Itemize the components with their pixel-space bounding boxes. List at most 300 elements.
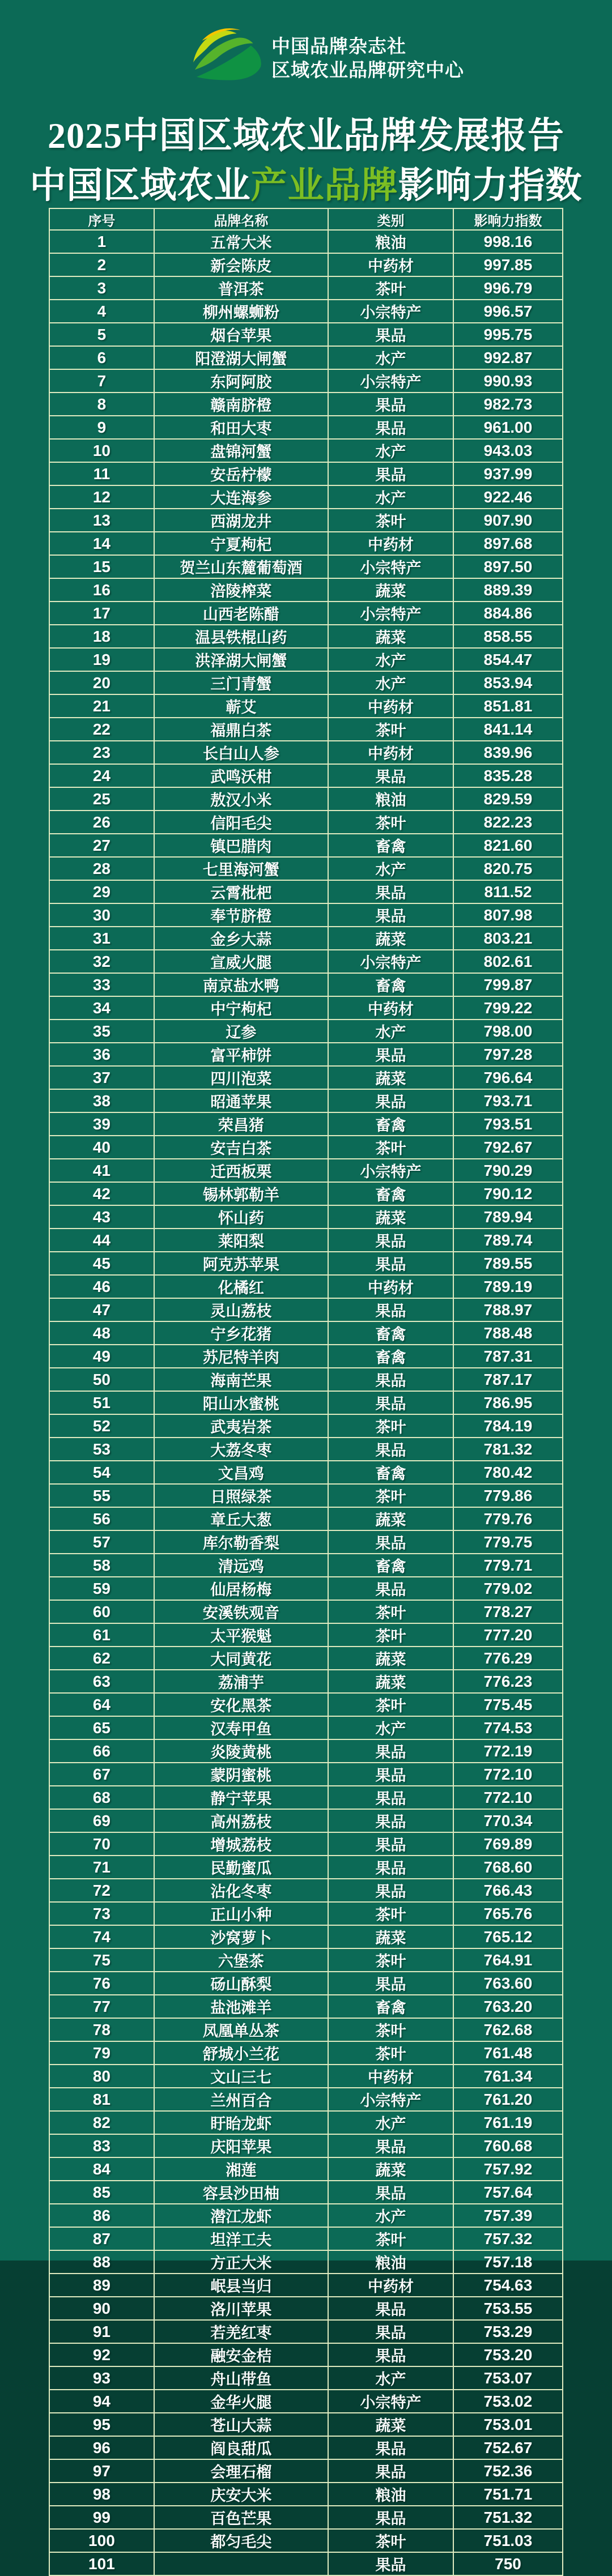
brand-name-cell: 庆阳苹果 xyxy=(155,2135,329,2158)
score-cell: 841.14 xyxy=(454,718,563,741)
category-cell: 果品 xyxy=(329,463,454,486)
category-cell: 果品 xyxy=(329,2460,454,2483)
rank-cell: 72 xyxy=(50,1879,155,1903)
brand-name-cell: 苏尼特羊肉 xyxy=(155,1345,329,1368)
score-cell: 779.76 xyxy=(454,1508,563,1531)
rank-cell: 11 xyxy=(50,463,155,486)
brand-name-cell: 敖汉小米 xyxy=(155,788,329,811)
score-cell: 789.94 xyxy=(454,1206,563,1229)
score-cell: 765.12 xyxy=(454,1926,563,1949)
category-cell: 茶叶 xyxy=(329,1949,454,1972)
table-row xyxy=(50,1159,563,1183)
score-cell: 811.52 xyxy=(454,881,563,904)
score-cell: 757.64 xyxy=(454,2181,563,2204)
category-cell: 小宗特产 xyxy=(329,1159,454,1183)
rank-cell: 50 xyxy=(50,1368,155,1392)
table-row xyxy=(50,2088,563,2112)
brand-name-cell: 化橘红 xyxy=(155,1276,329,1299)
table-row xyxy=(50,1670,563,1694)
rank-cell: 16 xyxy=(50,579,155,602)
category-cell: 蔬菜 xyxy=(329,2158,454,2181)
brand-name-cell: 烟台苹果 xyxy=(155,323,329,347)
table-row xyxy=(50,1810,563,1833)
score-cell: 992.87 xyxy=(454,347,563,370)
score-cell: 774.53 xyxy=(454,1717,563,1740)
rank-cell: 27 xyxy=(50,834,155,858)
ranking-table xyxy=(49,208,563,2576)
category-cell: 蔬菜 xyxy=(329,579,454,602)
category-cell: 畜禽 xyxy=(329,974,454,997)
rank-cell: 53 xyxy=(50,1438,155,1461)
rank-cell: 66 xyxy=(50,1740,155,1763)
rank-cell: 56 xyxy=(50,1508,155,1531)
rank-cell: 38 xyxy=(50,1090,155,1113)
score-cell: 790.29 xyxy=(454,1159,563,1183)
table-row xyxy=(50,556,563,579)
brand-name-cell: 五常大米 xyxy=(155,231,329,254)
score-cell: 779.75 xyxy=(454,1531,563,1554)
score-cell: 757.18 xyxy=(454,2251,563,2274)
category-cell: 果品 xyxy=(329,2297,454,2321)
score-cell: 751.03 xyxy=(454,2530,563,2553)
rank-cell: 3 xyxy=(50,277,155,300)
brand-name-cell: 大荔冬枣 xyxy=(155,1438,329,1461)
rank-cell: 33 xyxy=(50,974,155,997)
category-cell: 畜禽 xyxy=(329,1322,454,1345)
score-cell: 751.32 xyxy=(454,2506,563,2530)
brand-name-cell: 长白山人参 xyxy=(155,741,329,765)
category-cell: 果品 xyxy=(329,2437,454,2460)
score-cell: 762.68 xyxy=(454,2019,563,2042)
category-cell: 茶叶 xyxy=(329,1415,454,1438)
table-row xyxy=(50,1252,563,1276)
brand-logo xyxy=(193,25,265,84)
category-cell: 中药材 xyxy=(329,532,454,556)
table-row xyxy=(50,1856,563,1879)
score-cell: 990.93 xyxy=(454,370,563,393)
column-header-category: 类别 xyxy=(329,209,454,231)
brand-name-cell: 炎陵黄桃 xyxy=(155,1740,329,1763)
score-cell: 797.28 xyxy=(454,1043,563,1067)
rank-cell: 85 xyxy=(50,2181,155,2204)
brand-name-cell: 武鸣沃柑 xyxy=(155,765,329,788)
column-header-rank: 序号 xyxy=(50,209,155,231)
brand-name-cell: 静宁苹果 xyxy=(155,1786,329,1810)
brand-name-cell: 荣昌猪 xyxy=(155,1113,329,1136)
score-cell: 789.19 xyxy=(454,1276,563,1299)
category-cell: 果品 xyxy=(329,1763,454,1786)
table-row xyxy=(50,1229,563,1252)
brand-name-cell: 三门青蟹 xyxy=(155,672,329,695)
brand-name-cell: 盘锦河蟹 xyxy=(155,440,329,463)
score-cell: 788.48 xyxy=(454,1322,563,1345)
rank-cell: 13 xyxy=(50,509,155,532)
score-cell: 763.60 xyxy=(454,1972,563,1995)
table-row xyxy=(50,1995,563,2019)
rank-cell: 15 xyxy=(50,556,155,579)
category-cell: 中药材 xyxy=(329,254,454,277)
rank-cell: 17 xyxy=(50,602,155,625)
brand-name-cell: 金乡大蒜 xyxy=(155,927,329,950)
category-cell: 蔬菜 xyxy=(329,1206,454,1229)
rank-cell: 86 xyxy=(50,2204,155,2228)
rank-cell: 54 xyxy=(50,1461,155,1485)
category-cell: 茶叶 xyxy=(329,1601,454,1624)
brand-name-cell: 山西老陈醋 xyxy=(155,602,329,625)
brand-name-cell: 增城荔枝 xyxy=(155,1833,329,1856)
table-row xyxy=(50,300,563,323)
category-cell: 中药材 xyxy=(329,695,454,718)
brand-name-cell: 安溪铁观音 xyxy=(155,1601,329,1624)
score-cell: 789.74 xyxy=(454,1229,563,1252)
rank-cell: 40 xyxy=(50,1136,155,1159)
score-cell: 822.23 xyxy=(454,811,563,834)
score-cell: 799.87 xyxy=(454,974,563,997)
brand-name-cell: 坦洋工夫 xyxy=(155,2228,329,2251)
category-cell: 中药材 xyxy=(329,2065,454,2088)
table-row xyxy=(50,2367,563,2390)
brand-name-cell: 大同黄花 xyxy=(155,1647,329,1670)
brand-name-cell: 湘莲 xyxy=(155,2158,329,2181)
table-row xyxy=(50,1740,563,1763)
report-title: 2025中国区域农业品牌发展报告 xyxy=(48,116,564,156)
brand-name-cell xyxy=(155,2553,329,2576)
rank-cell: 14 xyxy=(50,532,155,556)
rank-cell: 87 xyxy=(50,2228,155,2251)
category-cell: 水产 xyxy=(329,2367,454,2390)
table-row xyxy=(50,1554,563,1577)
table-row xyxy=(50,579,563,602)
rank-cell: 83 xyxy=(50,2135,155,2158)
rank-cell: 51 xyxy=(50,1392,155,1415)
table-row xyxy=(50,532,563,556)
rank-cell: 68 xyxy=(50,1786,155,1810)
rank-cell: 24 xyxy=(50,765,155,788)
rank-cell: 95 xyxy=(50,2413,155,2437)
category-cell: 畜禽 xyxy=(329,834,454,858)
score-cell: 854.47 xyxy=(454,649,563,672)
category-cell: 水产 xyxy=(329,2204,454,2228)
table-row xyxy=(50,231,563,254)
table-row xyxy=(50,2483,563,2506)
table-row xyxy=(50,486,563,509)
rank-cell: 29 xyxy=(50,881,155,904)
rank-cell: 41 xyxy=(50,1159,155,1183)
category-cell: 果品 xyxy=(329,1090,454,1113)
table-row xyxy=(50,695,563,718)
brand-name-cell: 都匀毛尖 xyxy=(155,2530,329,2553)
table-row xyxy=(50,765,563,788)
table-header-row xyxy=(50,209,563,231)
score-cell: 807.98 xyxy=(454,904,563,927)
rank-cell: 44 xyxy=(50,1229,155,1252)
score-cell: 790.12 xyxy=(454,1183,563,1206)
rank-cell: 67 xyxy=(50,1763,155,1786)
rank-cell: 96 xyxy=(50,2437,155,2460)
rank-cell: 74 xyxy=(50,1926,155,1949)
table-row xyxy=(50,463,563,486)
score-cell: 995.75 xyxy=(454,323,563,347)
score-cell: 787.31 xyxy=(454,1345,563,1368)
table-row xyxy=(50,974,563,997)
table-row xyxy=(50,741,563,765)
brand-name-cell: 安吉白茶 xyxy=(155,1136,329,1159)
table-row xyxy=(50,1577,563,1601)
rank-cell: 69 xyxy=(50,1810,155,1833)
score-cell: 761.48 xyxy=(454,2042,563,2065)
rank-cell: 25 xyxy=(50,788,155,811)
rank-cell: 99 xyxy=(50,2506,155,2530)
score-cell: 788.97 xyxy=(454,1299,563,1322)
score-cell: 778.27 xyxy=(454,1601,563,1624)
table-row xyxy=(50,1368,563,1392)
table-row xyxy=(50,2344,563,2367)
category-cell: 果品 xyxy=(329,1252,454,1276)
brand-name-cell: 普洱茶 xyxy=(155,277,329,300)
brand-name-cell: 涪陵榨菜 xyxy=(155,579,329,602)
table-row xyxy=(50,997,563,1020)
category-cell: 小宗特产 xyxy=(329,2390,454,2413)
table-row xyxy=(50,2135,563,2158)
brand-name-cell: 沾化冬枣 xyxy=(155,1879,329,1903)
brand-name-cell: 庆安大米 xyxy=(155,2483,329,2506)
score-cell: 835.28 xyxy=(454,765,563,788)
brand-name-cell: 日照绿茶 xyxy=(155,1485,329,1508)
score-cell: 779.86 xyxy=(454,1485,563,1508)
score-cell: 889.39 xyxy=(454,579,563,602)
score-cell: 766.43 xyxy=(454,1879,563,1903)
table-row xyxy=(50,2112,563,2135)
rank-cell: 2 xyxy=(50,254,155,277)
score-cell: 761.19 xyxy=(454,2112,563,2135)
brand-name-cell: 西湖龙井 xyxy=(155,509,329,532)
brand-name-cell: 信阳毛尖 xyxy=(155,811,329,834)
brand-name-cell: 蒙阴蜜桃 xyxy=(155,1763,329,1786)
table-row xyxy=(50,2506,563,2530)
rank-cell: 47 xyxy=(50,1299,155,1322)
category-cell: 茶叶 xyxy=(329,2019,454,2042)
rank-cell: 62 xyxy=(50,1647,155,1670)
category-cell: 果品 xyxy=(329,323,454,347)
rank-cell: 97 xyxy=(50,2460,155,2483)
rank-cell: 64 xyxy=(50,1694,155,1717)
rank-cell: 28 xyxy=(50,858,155,881)
table-row xyxy=(50,1043,563,1067)
brand-name-cell: 七里海河蟹 xyxy=(155,858,329,881)
brand-name-cell: 会理石榴 xyxy=(155,2460,329,2483)
rank-cell: 8 xyxy=(50,393,155,416)
brand-name-cell: 宁乡花猪 xyxy=(155,1322,329,1345)
rank-cell: 31 xyxy=(50,927,155,950)
brand-name-cell: 四川泡菜 xyxy=(155,1067,329,1090)
score-cell: 802.61 xyxy=(454,950,563,974)
table-row xyxy=(50,2228,563,2251)
category-cell: 果品 xyxy=(329,904,454,927)
rank-cell: 73 xyxy=(50,1903,155,1926)
category-cell: 果品 xyxy=(329,2344,454,2367)
score-cell: 768.60 xyxy=(454,1856,563,1879)
category-cell: 水产 xyxy=(329,649,454,672)
brand-name-cell: 正山小种 xyxy=(155,1903,329,1926)
score-cell: 751.71 xyxy=(454,2483,563,2506)
brand-name-cell: 洪泽湖大闸蟹 xyxy=(155,649,329,672)
brand-name-cell: 武夷岩茶 xyxy=(155,1415,329,1438)
brand-name-cell: 砀山酥梨 xyxy=(155,1972,329,1995)
score-cell: 943.03 xyxy=(454,440,563,463)
table-row xyxy=(50,1624,563,1647)
table-row xyxy=(50,2019,563,2042)
score-cell: 786.95 xyxy=(454,1392,563,1415)
score-cell: 792.67 xyxy=(454,1136,563,1159)
table-row xyxy=(50,1299,563,1322)
category-cell: 水产 xyxy=(329,858,454,881)
score-cell: 753.02 xyxy=(454,2390,563,2413)
brand-name-cell: 锡林郭勒羊 xyxy=(155,1183,329,1206)
category-cell: 茶叶 xyxy=(329,509,454,532)
rank-cell: 90 xyxy=(50,2297,155,2321)
rank-cell: 88 xyxy=(50,2251,155,2274)
brand-name-cell: 柳州螺蛳粉 xyxy=(155,300,329,323)
table-row xyxy=(50,2158,563,2181)
table-row xyxy=(50,1531,563,1554)
table-row xyxy=(50,2460,563,2483)
table-row xyxy=(50,1647,563,1670)
table-row xyxy=(50,1113,563,1136)
rank-cell: 71 xyxy=(50,1856,155,1879)
brand-name-cell: 舟山带鱼 xyxy=(155,2367,329,2390)
brand-name-cell: 金华火腿 xyxy=(155,2390,329,2413)
brand-name-cell: 大连海参 xyxy=(155,486,329,509)
brand-name-cell: 南京盐水鸭 xyxy=(155,974,329,997)
score-cell: 821.60 xyxy=(454,834,563,858)
rank-cell: 39 xyxy=(50,1113,155,1136)
brand-name-cell: 六堡茶 xyxy=(155,1949,329,1972)
index-title-suffix: 影响力指数 xyxy=(398,165,583,206)
category-cell: 小宗特产 xyxy=(329,2088,454,2112)
score-cell: 750 xyxy=(454,2553,563,2576)
table-row xyxy=(50,1392,563,1415)
score-cell: 907.90 xyxy=(454,509,563,532)
rank-cell: 12 xyxy=(50,486,155,509)
brand-name-cell: 百色芒果 xyxy=(155,2506,329,2530)
table-row xyxy=(50,1461,563,1485)
table-row xyxy=(50,811,563,834)
table-row xyxy=(50,881,563,904)
category-cell: 水产 xyxy=(329,440,454,463)
score-cell: 839.96 xyxy=(454,741,563,765)
score-cell: 777.20 xyxy=(454,1624,563,1647)
rank-cell: 57 xyxy=(50,1531,155,1554)
table-row xyxy=(50,1485,563,1508)
rank-cell: 52 xyxy=(50,1415,155,1438)
category-cell: 茶叶 xyxy=(329,811,454,834)
category-cell: 水产 xyxy=(329,1020,454,1043)
rank-cell: 6 xyxy=(50,347,155,370)
category-cell: 畜禽 xyxy=(329,1113,454,1136)
category-cell: 畜禽 xyxy=(329,1345,454,1368)
brand-name-cell: 若羌红枣 xyxy=(155,2321,329,2344)
rank-cell: 80 xyxy=(50,2065,155,2088)
category-cell: 蔬菜 xyxy=(329,625,454,649)
brand-name-cell: 奉节脐橙 xyxy=(155,904,329,927)
category-cell: 蔬菜 xyxy=(329,1926,454,1949)
brand-name-cell: 洛川苹果 xyxy=(155,2297,329,2321)
rank-cell: 92 xyxy=(50,2344,155,2367)
table-row xyxy=(50,440,563,463)
table-row-partial-clipped xyxy=(50,2553,563,2576)
score-cell: 761.34 xyxy=(454,2065,563,2088)
score-cell: 996.79 xyxy=(454,277,563,300)
brand-name-cell: 中宁枸杞 xyxy=(155,997,329,1020)
category-cell: 果品 xyxy=(329,1392,454,1415)
category-cell: 果品 xyxy=(329,1577,454,1601)
brand-name-cell: 宣威火腿 xyxy=(155,950,329,974)
rank-cell: 36 xyxy=(50,1043,155,1067)
rank-cell: 101 xyxy=(50,2553,155,2576)
score-cell: 775.45 xyxy=(454,1694,563,1717)
category-cell: 果品 xyxy=(329,1786,454,1810)
column-header-brand: 品牌名称 xyxy=(155,209,329,231)
brand-name-cell: 东阿阿胶 xyxy=(155,370,329,393)
brand-name-cell: 阎良甜瓜 xyxy=(155,2437,329,2460)
rank-cell: 81 xyxy=(50,2088,155,2112)
category-cell: 中药材 xyxy=(329,997,454,1020)
category-cell: 中药材 xyxy=(329,2274,454,2297)
brand-name-cell: 太平猴魁 xyxy=(155,1624,329,1647)
brand-name-cell: 高州荔枝 xyxy=(155,1810,329,1833)
category-cell: 蔬菜 xyxy=(329,1647,454,1670)
score-cell: 772.10 xyxy=(454,1786,563,1810)
rank-cell: 45 xyxy=(50,1252,155,1276)
score-cell: 787.17 xyxy=(454,1368,563,1392)
category-cell: 中药材 xyxy=(329,1276,454,1299)
category-cell: 蔬菜 xyxy=(329,1508,454,1531)
brand-name-cell: 凤凰单丛茶 xyxy=(155,2019,329,2042)
table-row xyxy=(50,2251,563,2274)
rank-cell: 65 xyxy=(50,1717,155,1740)
brand-name-cell: 库尔勒香梨 xyxy=(155,1531,329,1554)
category-cell: 畜禽 xyxy=(329,1461,454,1485)
category-cell: 果品 xyxy=(329,2181,454,2204)
brand-name-cell: 方正大米 xyxy=(155,2251,329,2274)
score-cell: 753.01 xyxy=(454,2413,563,2437)
brand-name-cell: 文昌鸡 xyxy=(155,1461,329,1485)
category-cell: 果品 xyxy=(329,2135,454,2158)
category-cell: 粮油 xyxy=(329,2251,454,2274)
category-cell: 畜禽 xyxy=(329,1183,454,1206)
category-cell: 果品 xyxy=(329,1879,454,1903)
category-cell: 小宗特产 xyxy=(329,300,454,323)
brand-name-cell: 和田大枣 xyxy=(155,416,329,440)
score-cell: 799.22 xyxy=(454,997,563,1020)
table-row xyxy=(50,1833,563,1856)
table-row xyxy=(50,1415,563,1438)
table-row xyxy=(50,1322,563,1345)
category-cell: 茶叶 xyxy=(329,718,454,741)
table-row xyxy=(50,1926,563,1949)
category-cell: 果品 xyxy=(329,1299,454,1322)
category-cell: 果品 xyxy=(329,1368,454,1392)
score-cell: 765.76 xyxy=(454,1903,563,1926)
brand-name-cell: 潜江龙虾 xyxy=(155,2204,329,2228)
score-cell: 803.21 xyxy=(454,927,563,950)
rank-cell: 42 xyxy=(50,1183,155,1206)
rank-cell: 1 xyxy=(50,231,155,254)
table-row xyxy=(50,649,563,672)
rank-cell: 32 xyxy=(50,950,155,974)
table-row xyxy=(50,927,563,950)
score-cell: 760.68 xyxy=(454,2135,563,2158)
